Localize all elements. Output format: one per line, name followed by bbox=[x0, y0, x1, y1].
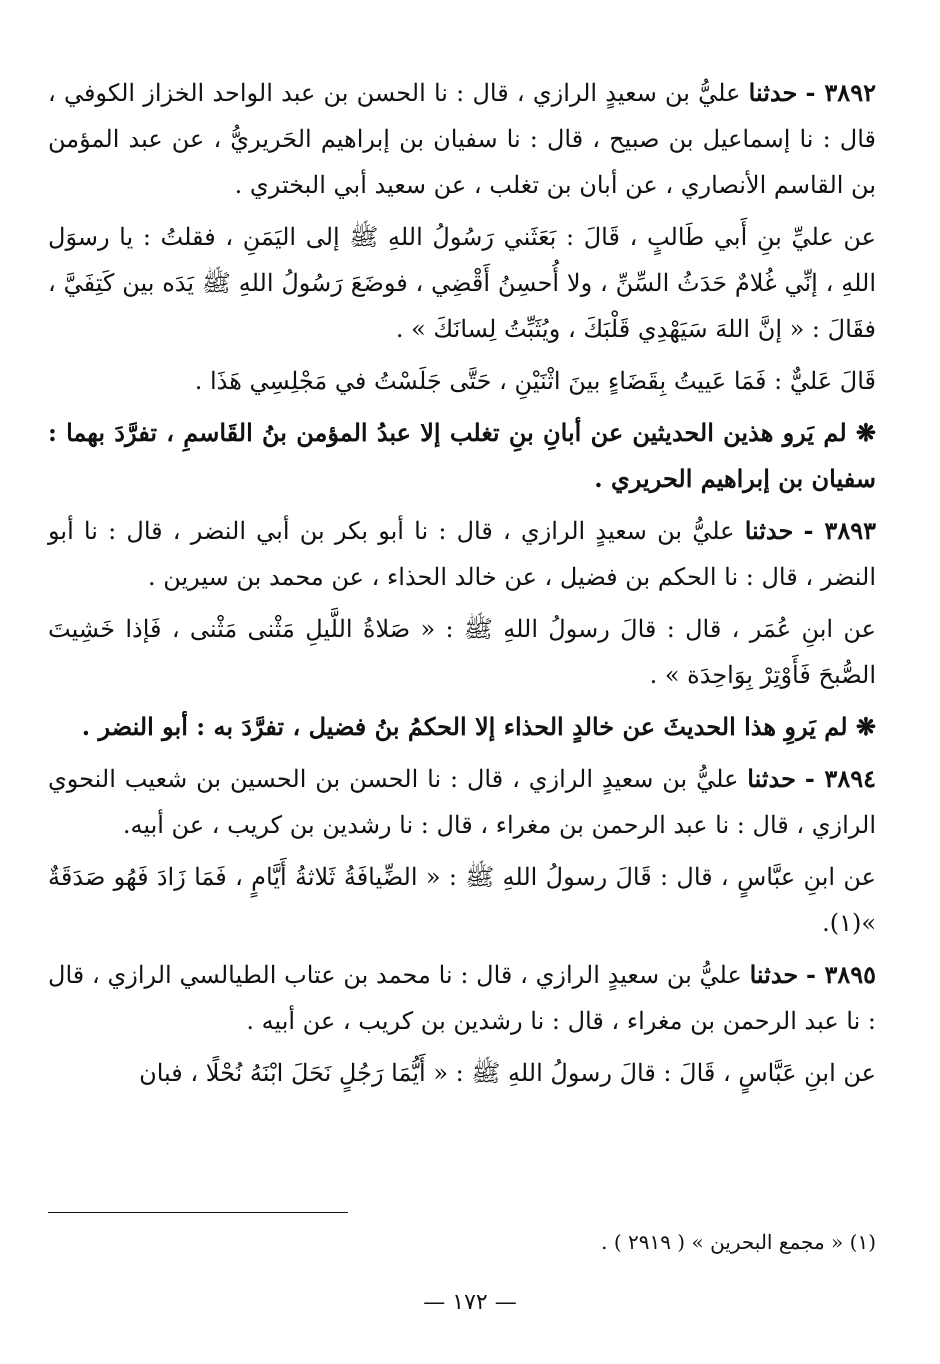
page-number: — ١٧٢ — bbox=[423, 1290, 517, 1315]
footnote: (١) « مجمع البحرين » ( ٢٩١٩ ) . bbox=[601, 1230, 876, 1254]
hadith-chain-paragraph bbox=[48, 756, 876, 848]
text-paragraph bbox=[48, 854, 876, 946]
paragraph-text: عليُّ بن سعيدٍ الرازي ، قال : نا الحسن بن عبد الواحد الخزاز الكوفي ، قال : نا إسماعيل بن صبيح ، قال : نا سفيان بن إبراهيم الحَريريُّ ، عن عبد المؤمن بن القاسم الأنصاري ، عن أبان بن تغلب ، عن سعيد أبي البختري . bbox=[48, 79, 876, 199]
hadith-number: ٣٨٩٢ - bbox=[805, 78, 876, 107]
text-paragraph bbox=[48, 606, 876, 698]
page-body bbox=[48, 70, 876, 1096]
hadith-lead-word: حدثنا bbox=[744, 516, 794, 545]
text-paragraph bbox=[48, 214, 876, 352]
hadith-chain-paragraph bbox=[48, 70, 876, 208]
hadith-lead-word: حدثنا bbox=[747, 764, 796, 793]
hadith-lead-word: حدثنا bbox=[749, 960, 799, 989]
text-paragraph bbox=[48, 1050, 876, 1096]
paragraph-text: عن ابنِ عبَّاسٍ ، قال : قَالَ رسولُ اللهِ ﷺ : « الضِّيافَةُ ثَلاثةُ أَيَّامٍ ، فَمَا زَادَ فَهُو صَدَقَةٌ »(١). bbox=[48, 863, 876, 937]
hadith-number: ٣٨٩٣ - bbox=[803, 516, 876, 545]
hadith-number: ٣٨٩٤ - bbox=[804, 764, 876, 793]
paragraph-text: عليُّ بن سعيدٍ الرازي ، قال : نا محمد بن عتاب الطيالسي الرازي ، قال : نا عبد الرحمن بن مغراء ، قال : نا رشدين بن كريب ، عن أبيه . bbox=[48, 961, 876, 1035]
commentary-note bbox=[48, 410, 876, 502]
hadith-number: ٣٨٩٥ - bbox=[806, 960, 876, 989]
paragraph-text: عن ابنِ عُمَر ، قال : قالَ رسولُ اللهِ ﷺ : « صَلاةُ اللَّيلِ مَثْنى مَثْنى ، فَإذا خَشِيتَ الصُّبحَ فَأَوْتِرْ بِوَاحِدَة » . bbox=[48, 615, 876, 689]
paragraph-text: عن عليِّ بنِ أَبي طَالبٍ ، قَالَ : بَعَثَني رَسُولُ اللهِ ﷺ إلى اليَمَنِ ، فقلتُ : يا رسوَل اللهِ ، إنِّي غُلامٌ حَدَثُ السِّنِّ ، ولا أُحسِنُ أَقْضِي ، فوضَعَ رَسُولُ اللهِ ﷺ يَدَه بين كَتِفَيَّ ، فقَالَ : « إنَّ اللهَ سَيَهْدِي قَلْبَكَ ، ويُثَبِّتُ لِسانَكَ » . bbox=[48, 223, 876, 343]
hadith-lead-word: حدثنا bbox=[748, 78, 798, 107]
paragraph-text: ❋ لم يَرو هذين الحديثين عن أبانِ بنِ تغلب إلا عبدُ المؤمن بنُ القَاسمِ ، تفرَّدَ بهما : سفيان بن إبراهيم الحريري . bbox=[48, 418, 876, 493]
footnote-separator bbox=[48, 1212, 348, 1213]
paragraph-text: عليُّ بن سعيدٍ الرازي ، قال : نا الحسن بن الحسين بن شعيب النحوي الرازي ، قال : نا عبد الرحمن بن مغراء ، قال : نا رشدين بن كريب ، عن أبيه. bbox=[48, 765, 876, 839]
paragraph-text: عن ابنِ عَبَّاسٍ ، قَالَ : قالَ رسولُ اللهِ ﷺ : « أَيُّمَا رَجُلٍ نَحَلَ ابْنَهُ نُحْلًا ، فبان bbox=[139, 1059, 876, 1087]
paragraph-text: عليُّ بن سعيدٍ الرازي ، قال : نا أبو بكر بن أبي النضر ، قال : نا أبو النضر ، قال : نا الحكم بن فضيل ، عن خالد الحذاء ، عن محمد بن سيرين . bbox=[48, 517, 876, 591]
hadith-chain-paragraph bbox=[48, 952, 876, 1044]
paragraph-text: ❋ لم يَروِ هذا الحديثَ عن خالدٍ الحذاء إلا الحكمُ بنُ فضيل ، تفرَّدَ به : أبو النضر . bbox=[81, 712, 876, 741]
paragraph-text: قَالَ عَليٌّ : فَمَا عَييتُ بِقَضَاءٍ بينَ اثْنَيْنِ ، حَتَّى جَلَسْتُ في مَجْلِسِي هَذَا . bbox=[194, 367, 876, 395]
hadith-chain-paragraph bbox=[48, 508, 876, 600]
text-paragraph bbox=[48, 358, 876, 404]
commentary-note bbox=[48, 704, 876, 750]
